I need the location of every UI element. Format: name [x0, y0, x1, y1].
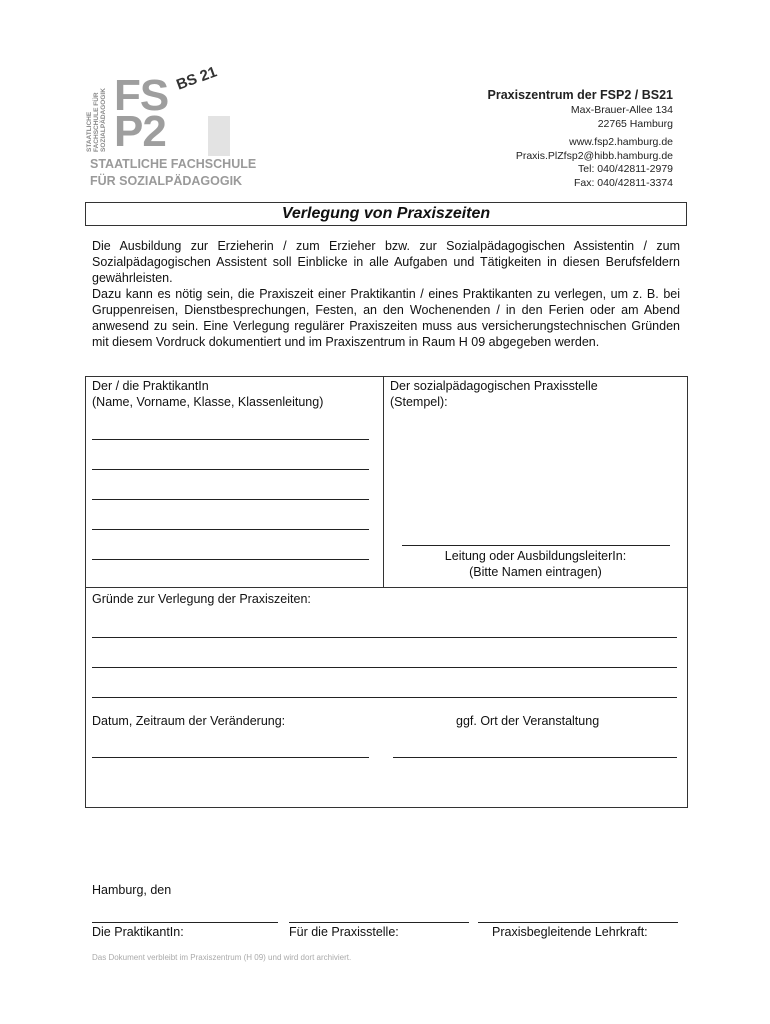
place-date-label: Hamburg, den [92, 883, 172, 897]
footer-note: Das Dokument verbleibt im Praxiszentrum (H 09) und wird dort archiviert. [92, 953, 352, 962]
teacher-signature-line[interactable] [478, 922, 678, 923]
title-box [85, 202, 687, 226]
reasons-line-1[interactable] [92, 637, 677, 638]
reasons-label: Gründe zur Verlegung der Praxiszeiten: [92, 592, 311, 606]
student-signature-label: Die PraktikantIn: [92, 925, 184, 939]
place-line[interactable] [393, 757, 677, 758]
document-title: Verlegung von Praxiszeiten [281, 205, 491, 222]
logo-vertical-text: STAATLICHE FACHSCHULE FÜR SOZIALPÄDAGOGIK [86, 88, 107, 152]
logo-p2: P2 [114, 107, 166, 156]
address-city: 22765 Hamburg [597, 118, 673, 130]
names-hint: (Bitte Namen eintragen) [469, 565, 602, 579]
teacher-signature-label: Praxisbegleitende Lehrkraft: [492, 925, 648, 939]
logo-fs: FS [114, 71, 169, 120]
reasons-box [85, 587, 688, 808]
logo-school-line2: FÜR SOZIALPÄDAGOGIK [90, 174, 243, 188]
place-label: ggf. Ort der Veranstaltung [456, 714, 600, 728]
reasons-line-2[interactable] [92, 667, 677, 668]
student-line-5[interactable] [92, 559, 369, 560]
address-fax: Fax: 040/42811-3374 [573, 177, 673, 189]
praxisstelle-label: Der sozialpädagogischen Praxisstelle [390, 379, 598, 393]
logo-bs21: BS 21 [174, 63, 220, 94]
praxisstelle-signature-line[interactable] [402, 545, 670, 546]
address-tel: Tel: 040/42811-2979 [578, 163, 673, 175]
reasons-line-3[interactable] [92, 697, 677, 698]
stamp-label: (Stempel): [390, 395, 448, 409]
student-signature-line[interactable] [92, 922, 278, 923]
address-email: Praxis.PlZfsp2@hibb.hamburg.de [515, 150, 673, 162]
student-label-detail: (Name, Vorname, Klasse, Klassenleitung) [92, 395, 324, 409]
intro-text [92, 238, 680, 350]
intro-paragraph-2: Dazu kann es nötig sein, die Praxiszeit einer Praktikantin / eines Praktikanten zu verlegen, um z. B. bei Gruppenreisen, Dienstbesprechungen, Festen, an den Wochenenden / in den Ferien oder am Abend anwesend zu sein. Eine Verlegung regulärer Praxiszeiten muss aus versicherungstechnischen Gründen mit diesem Vordruck dokumentiert und im Praxiszentrum in Raum H 09 abgegeben werden. [92, 287, 680, 349]
student-line-3[interactable] [92, 499, 369, 500]
student-line-2[interactable] [92, 469, 369, 470]
praxisstelle-box [383, 376, 688, 588]
student-box [85, 376, 384, 588]
logo-school-line1: STAATLICHE FACHSCHULE [90, 157, 257, 171]
date-line[interactable] [92, 757, 369, 758]
student-line-1[interactable] [92, 439, 369, 440]
student-line-4[interactable] [92, 529, 369, 530]
stelle-signature-line[interactable] [289, 922, 469, 923]
address-web: www.fsp2.hamburg.de [569, 136, 673, 148]
stelle-signature-label: Für die Praxisstelle: [289, 925, 399, 939]
logo-decoration [208, 116, 230, 156]
leitung-label: Leitung oder AusbildungsleiterIn: [444, 549, 627, 563]
address-title: Praxiszentrum der FSP2 / BS21 [487, 88, 673, 102]
address-street: Max-Brauer-Allee 134 [570, 104, 673, 116]
date-label: Datum, Zeitraum der Veränderung: [92, 714, 286, 728]
intro-paragraph-1: Die Ausbildung zur Erzieherin / zum Erzieher bzw. zur Sozialpädagogischen Assistentin / zum Sozialpädagogischen Assistent soll Einblicke in alle Aufgaben und Tätigkeiten in diesen Berufsfeldern gewährleisten. [92, 239, 680, 285]
student-label: Der / die PraktikantIn [92, 379, 209, 393]
